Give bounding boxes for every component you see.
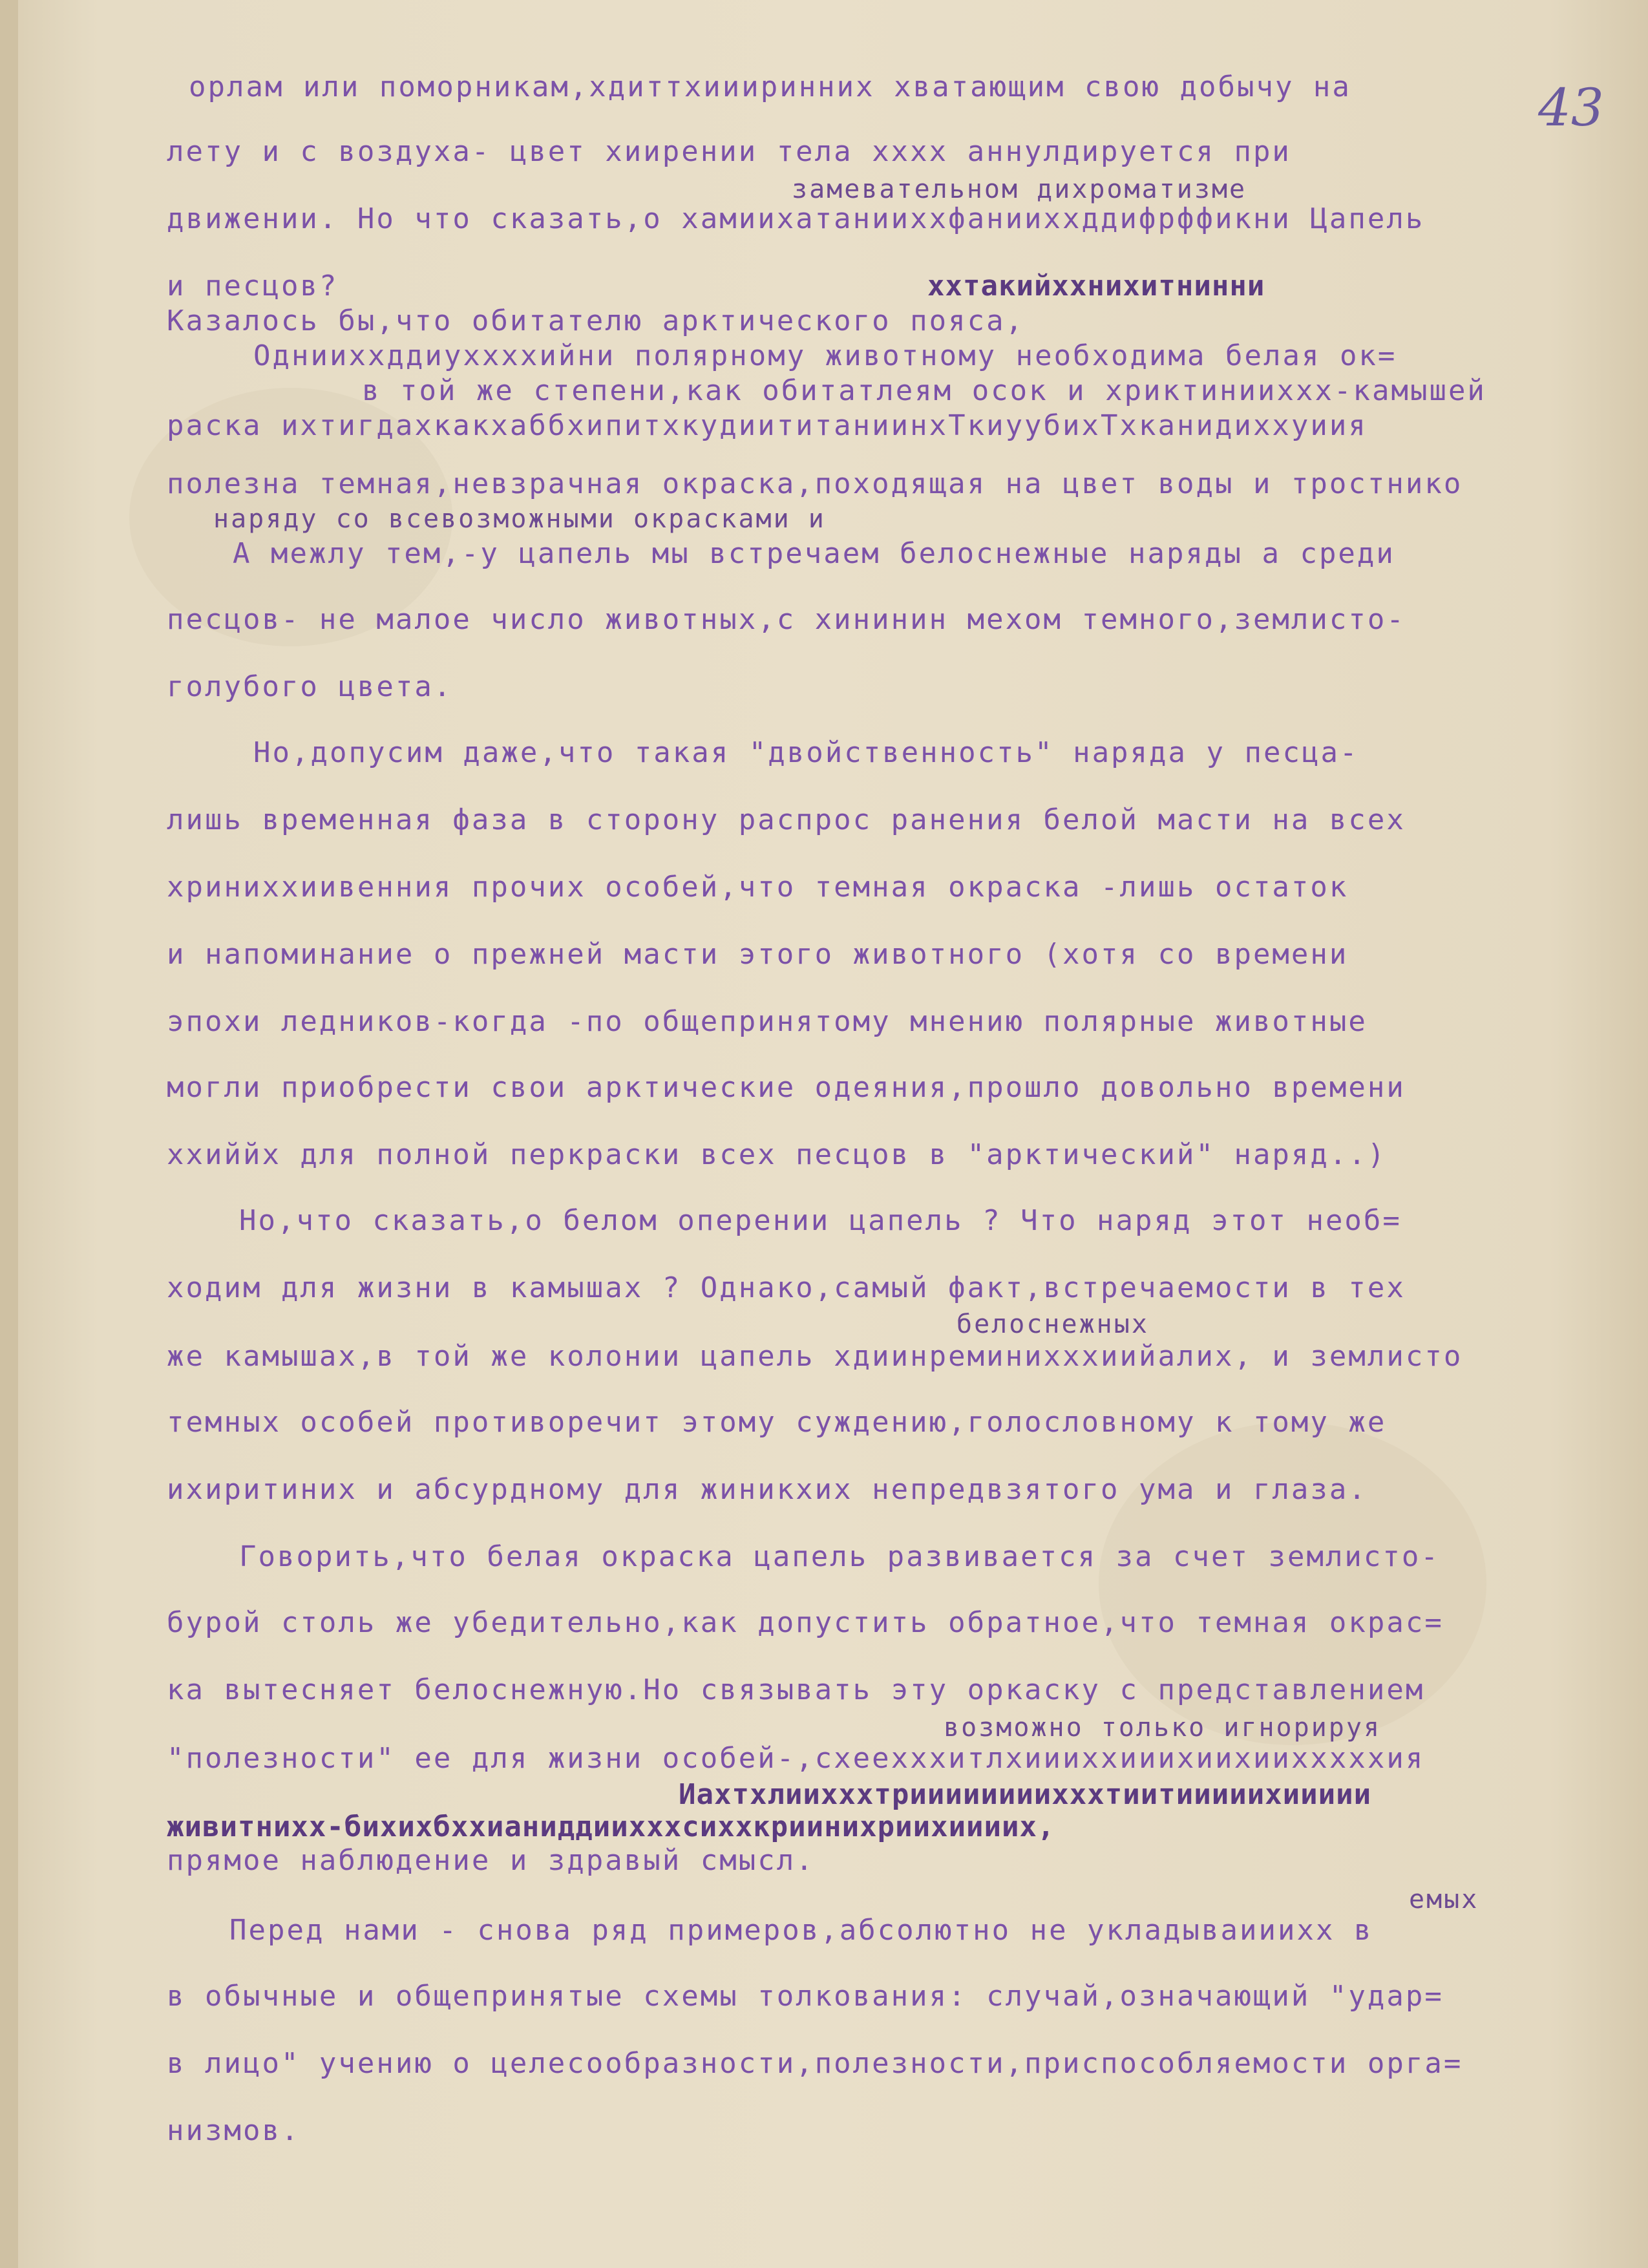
text-line: лишь временная фаза в сторону распрос ранения белой масти на всех xyxy=(167,803,1406,836)
text-line: в обычные и общепринятые схемы толкования: случай,означающий "удар= xyxy=(167,1980,1444,2013)
text-line: раска ихтигдахкакхаббхипитхкудиититаниинхТкиуубихТхканидиххуиия xyxy=(167,409,1368,442)
text-line: лету и с воздуха- цвет хиирении тела хххх аннулдируется при xyxy=(167,135,1291,168)
page-number: 43 xyxy=(1538,78,1604,138)
text-line: темных особей противоречит этому суждению,голословному к тому же xyxy=(167,1406,1387,1439)
text-line: Казалось бы,что обитателю арктического пояса, xyxy=(167,304,1025,337)
text-line: прямое наблюдение и здравый смысл. xyxy=(167,1844,815,1877)
text-line: ххиййх для полной перкраски всех песцов в "арктический" наряд..) xyxy=(167,1138,1387,1171)
text-line: бурой столь же убедительно,как допустить обратное,что темная окрас= xyxy=(167,1606,1444,1639)
struck-line: живитнихх-бихихбххианиддиихххсиххкриинихриихиииих, xyxy=(167,1810,1055,1843)
text-line: А межлу тем,-у цапель мы встречаем белоснежные наряды а среди xyxy=(233,537,1395,570)
insertion-line: возможно только игнорируя xyxy=(944,1713,1382,1743)
text-line: в той же степени,как обитатлеям осок и хриктинииххх-камышей xyxy=(362,374,1486,407)
text-line: "полезности" ее для жизни особей-,схеехххитлхиииххииихиихиихххххия xyxy=(167,1742,1425,1775)
text-line: голубого цвета. xyxy=(167,670,453,703)
text-line: движении. Но что сказать,о хамиихатанииххфанииххддифрффикни Цапель xyxy=(167,202,1425,235)
text-line: и песцов? xyxy=(167,270,339,302)
text-line: Однииххддиуххххийни полярному животному необходима белая ок= xyxy=(253,339,1397,372)
text-line: полезна темная,невзрачная окраска,походящая на цвет воды и тростнико xyxy=(167,467,1463,500)
text-line: песцов- не малое число животных,с хининин мехом темного,землисто- xyxy=(167,603,1406,636)
struck-line: Иахтхлиихххтриииииииихххтиитииииихиииии xyxy=(679,1778,1372,1811)
text-line: ка вытесняет белоснежную.Но связывать эту оркаску с представлением xyxy=(167,1673,1425,1706)
insertion-line: емых xyxy=(1409,1885,1479,1914)
text-line: эпохи ледников-когда -по общепринятому мнению полярные животные xyxy=(167,1005,1368,1038)
insertion-line: белоснежных xyxy=(956,1309,1149,1339)
text-line: в лицо" учению о целесообразности,полезности,приспособляемости орга= xyxy=(167,2047,1463,2080)
text-line: ихиритиних и абсурдному для жиникхих непредвзятого ума и глаза. xyxy=(167,1473,1368,1506)
text-line: Перед нами - снова ряд примеров,абсолютно не укладываииихх в xyxy=(229,1914,1373,1947)
text-line: и напоминание о прежней масти этого животного (хотя со времени xyxy=(167,938,1349,971)
text-line: хриниххиивенния прочих особей,что темная окраска -лишь остаток xyxy=(167,871,1349,904)
text-line: Но,что сказать,о белом оперении цапель ? Что наряд этот необ= xyxy=(239,1204,1402,1237)
text-line: Но,допусим даже,что такая "двойственность" наряда у песца- xyxy=(253,736,1359,769)
insertion-line: наряду со всевозможными окрасками и xyxy=(213,504,826,534)
text-line: орлам или поморникам,хдиттхиииринних хватающим свою добычу на xyxy=(189,70,1351,103)
text-line: могли приобрести свои арктические одеяния,прошло довольно времени xyxy=(167,1071,1406,1104)
insertion-line: замевательном дихроматизме xyxy=(792,175,1247,204)
text-line: же камышах,в той же колонии цапель хдиинреминихххиийалих, и землисто xyxy=(167,1340,1463,1373)
text-line: низмов. xyxy=(167,2114,301,2147)
text-line: ходим для жизни в камышах ? Однако,самый факт,встречаемости в тех xyxy=(167,1271,1406,1304)
text-line: Говорить,что белая окраска цапель развивается за счет землисто- xyxy=(239,1540,1440,1573)
page-edge xyxy=(0,0,18,2268)
struck-line: ххтакийххнихитнинни xyxy=(927,270,1265,302)
